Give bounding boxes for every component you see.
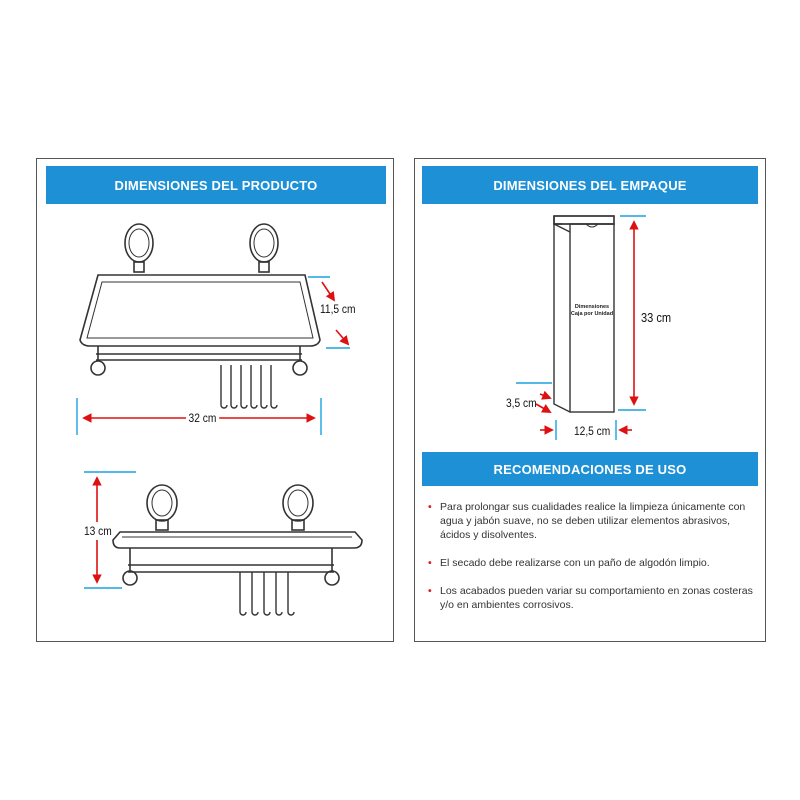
box-front	[570, 224, 614, 412]
package-depth-label: 3,5 cm	[506, 396, 537, 410]
bullet-icon: •	[428, 557, 432, 569]
recommendations-title: RECOMENDACIONES DE USO	[422, 452, 758, 486]
list-item: • El secado debe realizarse con un paño de algodón limpio.	[428, 557, 710, 569]
package-width-label: 12,5 cm	[574, 424, 611, 438]
bullet-icon: •	[428, 585, 432, 597]
hooks	[240, 572, 294, 615]
list-item: • Para prolongar sus cualidades realice la limpieza únicamente con agua y jabón suave, no se deben utilizar elementos abrasivos, ácidos y disolventes.	[428, 501, 746, 541]
bar-end-knob	[325, 571, 339, 585]
package-dimensions-title: DIMENSIONES DEL EMPAQUE	[422, 166, 758, 204]
package-height-label: 33 cm	[641, 310, 672, 325]
arrow-height-top	[322, 282, 334, 300]
recommendations-list	[426, 500, 756, 626]
arrow-box-depth	[540, 394, 550, 398]
bullet-icon: •	[428, 501, 432, 513]
box-label-line2: Caja por Unidad	[570, 311, 614, 317]
shelf-front-drawing	[80, 224, 320, 408]
product-width-label: 32 cm	[186, 411, 219, 425]
bar-end-knob	[91, 361, 105, 375]
product-height-top-label: 11,5 cm	[320, 302, 356, 316]
product-dimensions-title: DIMENSIONES DEL PRODUCTO	[46, 166, 386, 204]
list-item: • Los acabados pueden variar su comportamiento en zonas costeras y/o en ambientes corrosivos.	[428, 585, 753, 611]
bar-end-knob	[123, 571, 137, 585]
tray-side	[113, 532, 362, 548]
bar-end-knob	[293, 361, 307, 375]
product-height-total-label: 13 cm	[84, 524, 112, 538]
tray-body	[80, 275, 320, 346]
shelf-side-drawing	[113, 485, 362, 615]
box-label-line1: Dimensiones	[574, 304, 610, 310]
hooks	[221, 365, 277, 408]
